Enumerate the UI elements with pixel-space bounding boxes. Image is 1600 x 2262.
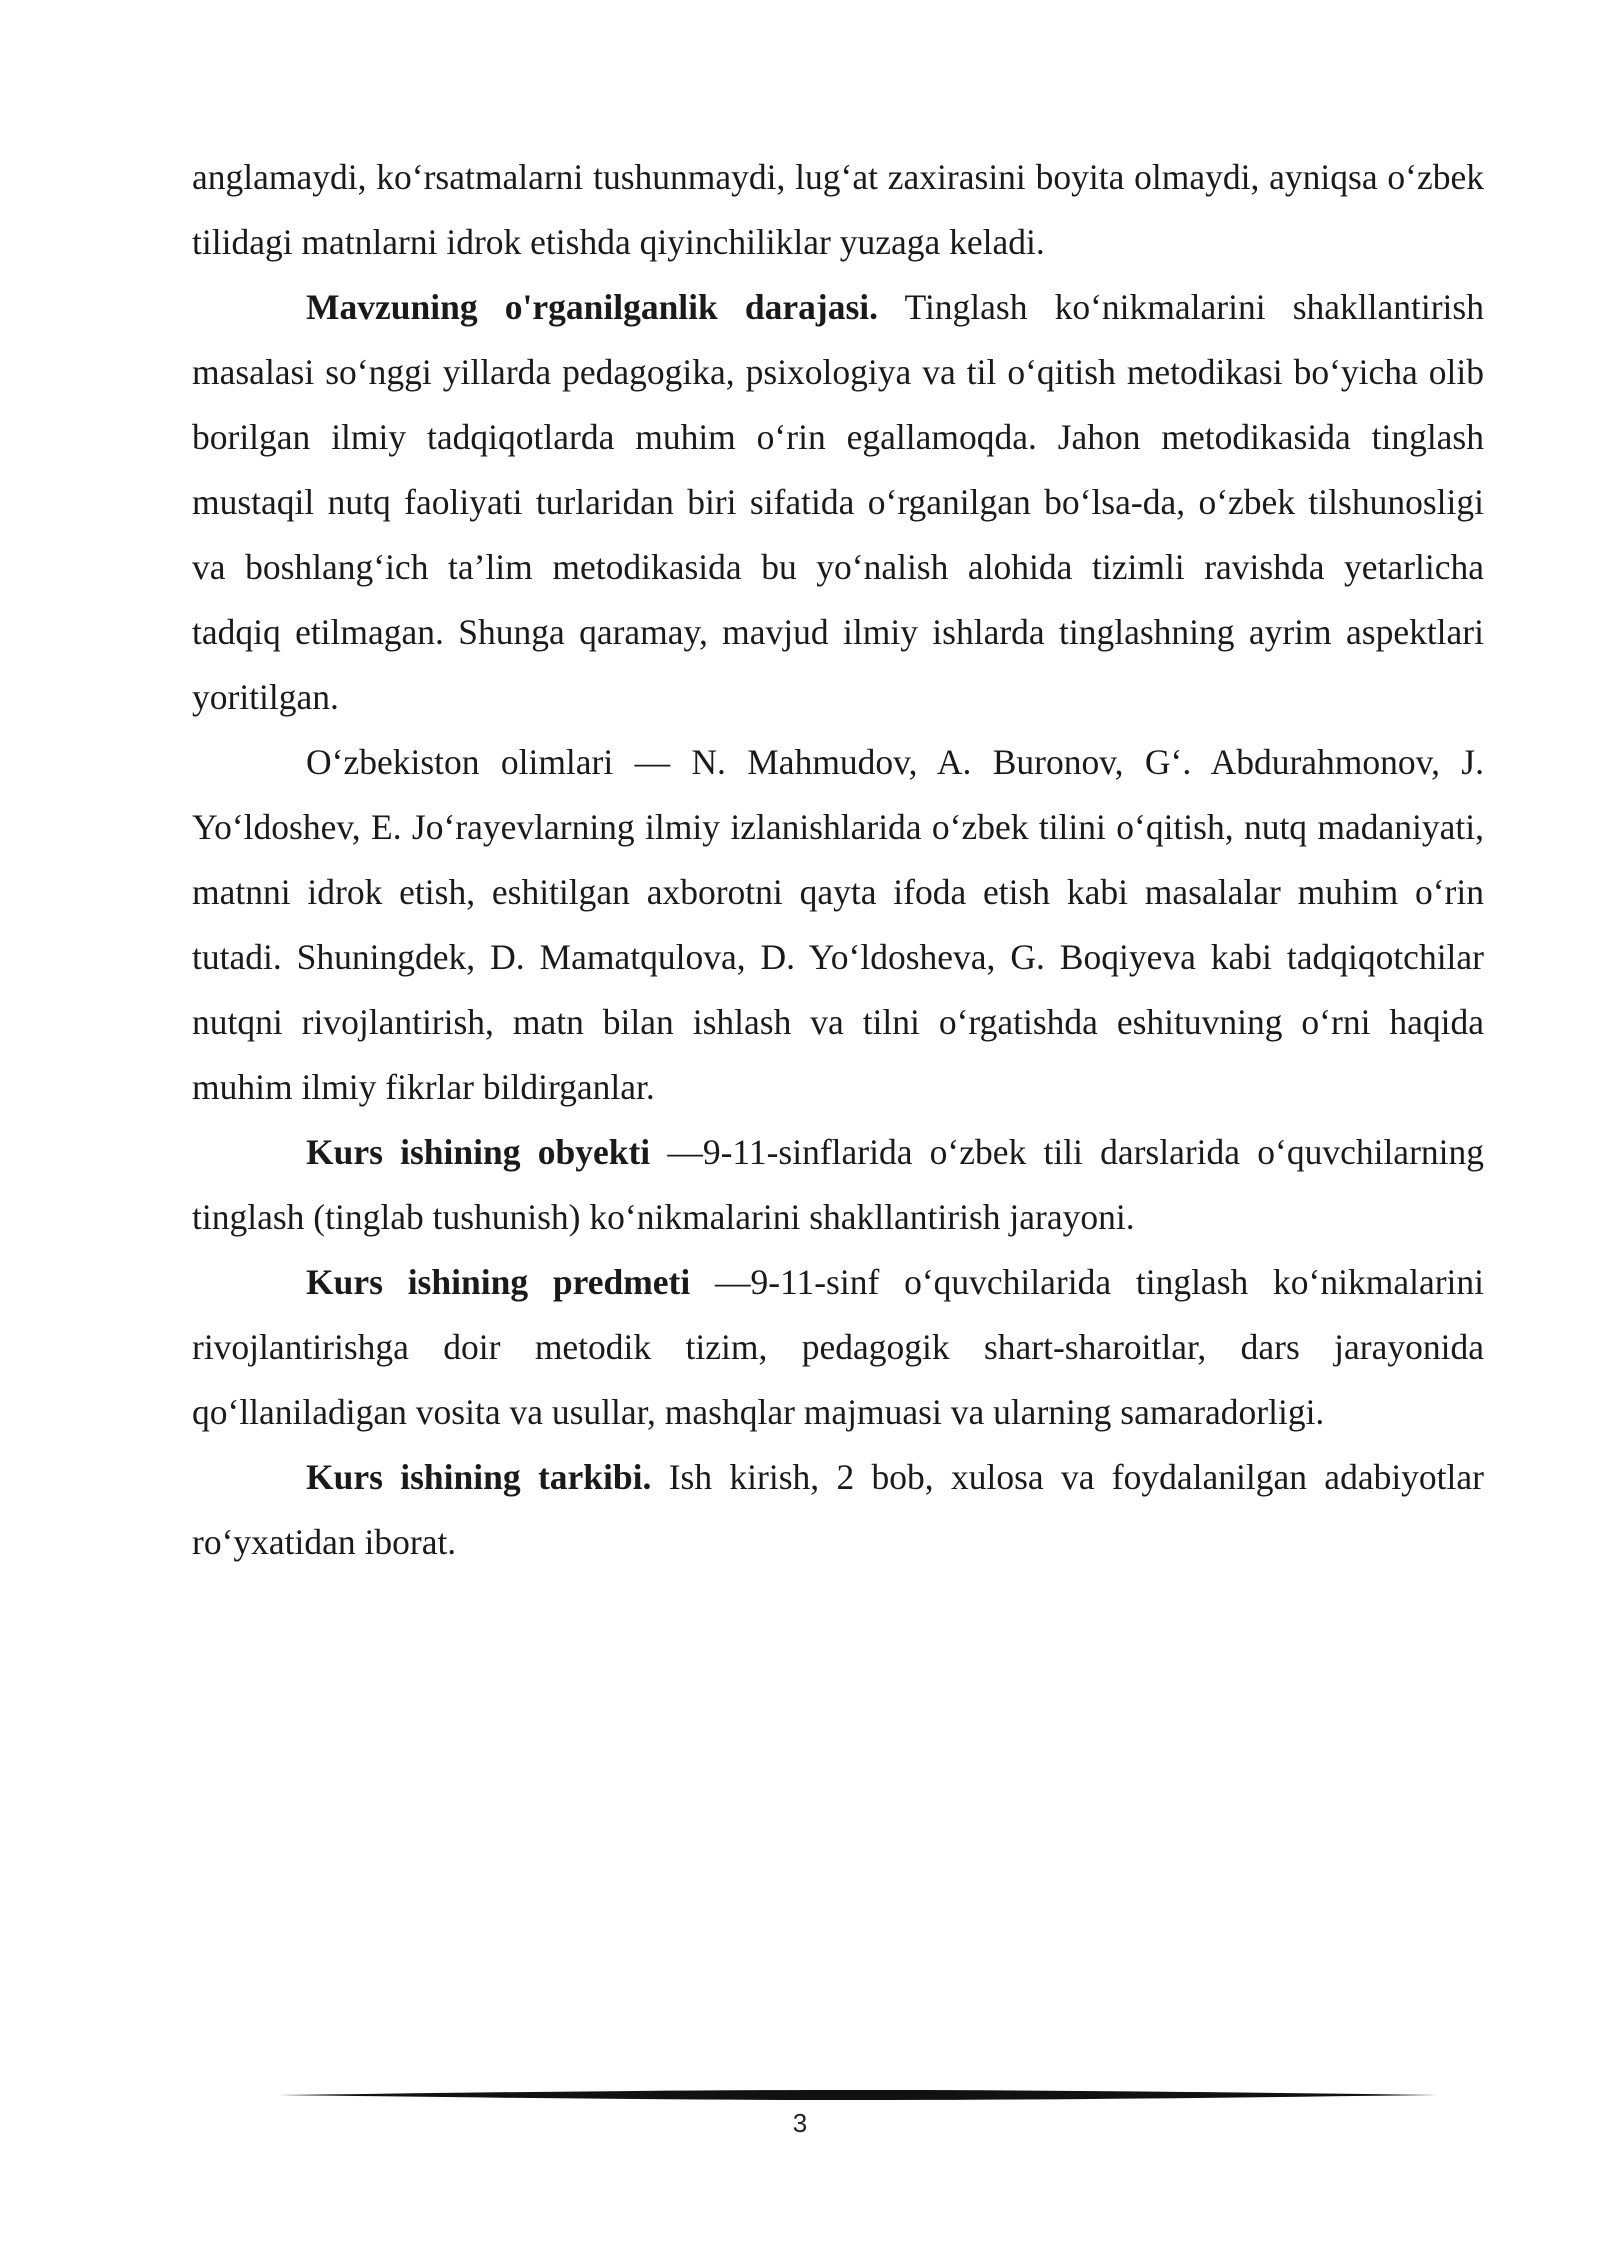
paragraph-text: Ish kirish, 2 bob, xulosa va foydalanilgan adabiyotlar ro‘yxatidan iborat. — [192, 1457, 1484, 1562]
page-number: 3 — [792, 2108, 808, 2138]
paragraph-object — [192, 1120, 1484, 1250]
paragraph-lead: Kurs ishining predmeti — [306, 1262, 691, 1302]
paragraph-subject — [192, 1250, 1484, 1445]
paragraph-lead: Kurs ishining obyekti — [306, 1132, 651, 1172]
paragraph-scholars — [192, 730, 1484, 1120]
paragraph-structure — [192, 1445, 1484, 1575]
paragraph-text: —9-11-sinflarida o‘zbek tili darslarida o‘quvchilarning tinglash (tinglab tushunish) ko‘nikmalarini shakllantirish jarayoni. — [192, 1132, 1484, 1237]
paragraph-lead: Mavzuning o'rganilganlik darajasi. — [306, 287, 879, 327]
paragraph-lead: Kurs ishining tarkibi. — [306, 1457, 652, 1497]
paragraph-text: O‘zbekiston olimlari — N. Mahmudov, A. Buronov, G‘. Abdurahmonov, J. Yo‘ldoshev, E. Jo‘rayevlarning ilmiy izlanishlarida o‘zbek tilini o‘qitish, nutq madaniyati, matnni idrok etish, eshitilgan axborotni qayta ifoda etish kabi masalalar muhim o‘rin tutadi. Shuningdek, D. Mamatqulova, D. Yo‘ldosheva, G. Boqiyeva kabi tadqiqotchilar nutqni rivojlantirish, matn bilan ishlash va tilni o‘rgatishda eshituvning o‘rni haqida muhim ilmiy fikrlar bildirganlar. — [192, 742, 1484, 1107]
document-body — [192, 145, 1484, 1575]
footer-rule — [278, 2088, 1438, 2102]
paragraph-text: —9-11-sinf o‘quvchilarida tinglash ko‘nikmalarini rivojlantirishga doir metodik tizim, pedagogik shart-sharoitlar, dars jarayonida qo‘llaniladigan vosita va usullar, mashqlar majmuasi va ularning samaradorligi. — [192, 1262, 1484, 1432]
paragraph-continuation — [192, 145, 1484, 275]
paragraph-text: anglamaydi, ko‘rsatmalarni tushunmaydi, lug‘at zaxirasini boyita olmaydi, ayniqsa o‘zbek tilidagi matnlarni idrok etishda qiyinchiliklar yuzaga keladi. — [192, 157, 1484, 262]
paragraph-text: Tinglash ko‘nikmalarini shakllantirish masalasi so‘nggi yillarda pedagogika, psixologiya va til o‘qitish metodikasi bo‘yicha olib borilgan ilmiy tadqiqotlarda muhim o‘rin egallamoqda. Jahon metodikasida tinglash mustaqil nutq faoliyati turlaridan biri sifatida o‘rganilgan bo‘lsa-da, o‘zbek tilshunosligi va boshlang‘ich ta’lim metodikasida bu yo‘nalish alohida tizimli ravishda yetarlicha tadqiq etilmagan. Shunga qaramay, mavjud ilmiy ishlarda tinglashning ayrim aspektlari yoritilgan. — [192, 287, 1484, 717]
paragraph-research-degree — [192, 275, 1484, 730]
